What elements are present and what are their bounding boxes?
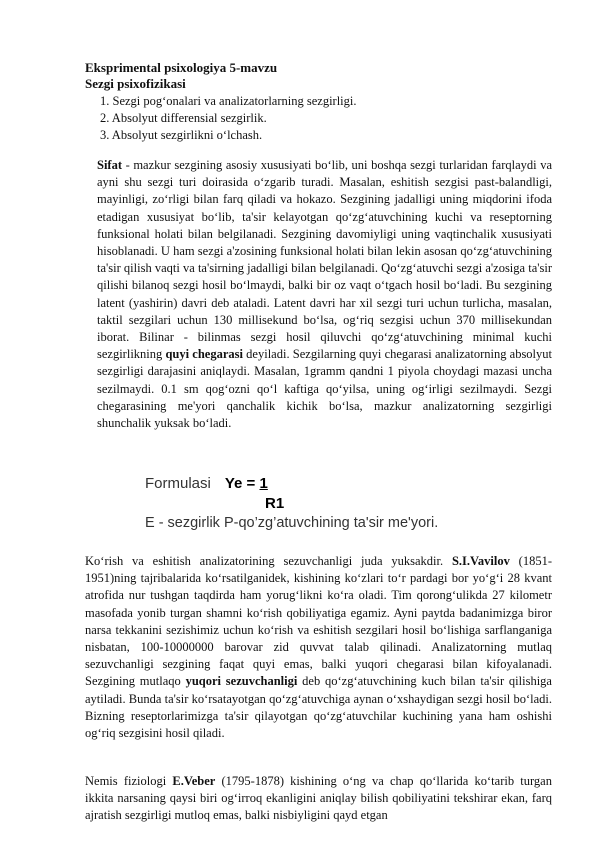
formula-line — [145, 475, 268, 492]
bold-name: S.I.Vavilov — [451, 554, 510, 568]
paragraph-text: Ko‘rish va eshitish analizatorining sezuvchanligi juda yuksakdir. — [85, 554, 452, 568]
paragraph-text: (1795-1878) kishining o‘ng va chap qo‘llarida ko‘tarib turgan ikkita narsaning qaysi biri og‘irroq ekanligini aniqlay bilish qobiliyatini tekshirar ekan, farq ajratish sezgirligi mutloq emas, balki nisbiyligini qayd etgan — [85, 774, 552, 823]
paragraph-text: deb qo‘zg‘atuvchining kuch bilan ta'sir qilishiga aytiladi. Bunda ta'sir ko‘rsatayotgan qo‘zg‘atuvchiga aynan o‘xshaydigan sezgi hosil bo‘ladi. Bizning reseptorlarimizga ta'sir qilayotgan qo‘zg‘atuvchilar kuchining yana ham oshishi og‘riq sezgisini hosil qiladi. — [85, 674, 552, 741]
formula-numerator: 1 — [259, 475, 268, 492]
paragraph-veber — [85, 773, 552, 825]
outline-item: 3. Absolyut sezgirlikni o‘lchash. — [100, 128, 263, 142]
bold-name: E.Veber — [172, 774, 216, 788]
paragraph-sifat — [97, 157, 552, 432]
term-sifat: Sifat — [97, 158, 122, 172]
paragraph-text: Nemis fiziologi — [85, 774, 173, 788]
outline-item: 1. Sezgi pog‘onalari va analizatorlarning sezgirligi. — [100, 94, 357, 108]
formula-label: Formulasi — [145, 475, 211, 492]
formula-legend: E - sezgirlik P-qo’zg’atuvchining ta'sir me'yori. — [145, 515, 439, 531]
document-title: Eksprimental psixologiya 5-mavzu — [85, 60, 278, 75]
bold-term: quyi chegarasi — [165, 347, 243, 362]
formula-lhs: Ye = — [224, 475, 260, 492]
paragraph-text: deyiladi. Sezgilarning quyi chegarasi analizatorning absolyut sezgirligi darajasini aniqlaydi. Masalan, 1gramm qandni 1 piyola choydagi mazasi uncha sezilmaydi. 0.1 sm qog‘ozni qo‘l kaftiga qo‘yilsa, uning og‘irligi sezilmaydi. Sezgi chegarasining me'yori qanchalik kichik bo‘lsa, mazkur analizatorning sezgirligi shunchalik yuksak bo‘ladi. — [97, 347, 553, 431]
paragraph-text: - mazkur sezgining asosiy xususiyati bo‘lib, uni boshqa sezgi turlaridan farqlaydi va ayni shu sezgi turi doirasida o‘zgarib turadi. Masalan, eshitish sezgisi past-balandligi, mayinligi, zo‘rligi bilan farq qiladi va hokazo. Sezgining jadalligi uning miqdorini ifoda etadigan xususiyat bo‘lib, ta'sir kelayotgan qo‘zg‘atuvchining kuchi va reseptorning funksional holati bilan belgilanadi. Sezgining davomiyligi uning vaqtinchalik xususiyati hisoblanadi. U ham sezgi a'zosining funksional holati bilan lekin asosan qo‘zg‘atuvchining ta'sir qilish vaqti va ta'sirning jadalligi bilan belgilanadi. Qo‘zg‘atuvchi sezgi a'zosiga ta'sir qilishi bilanoq sezgi hosil bo‘lmaydi, balki bir oz vaqt o‘tgach hosil bo‘ladi. Bu sezgining latent (yashirin) davri deb ataladi. Latent davri har xil sezgi turi uchun turlicha, masalan, taktil sezgilari uchun 130 millisekund bo‘lsa, og‘riq sezgisi uchun 370 millisekundan iborat. Bilinar - bilinmas sezgi hosil qiluvchi qo‘zg‘atuvchining minimal kuchi sezgirlikning — [97, 158, 552, 362]
document-subtitle: Sezgi psixofizikasi — [85, 76, 186, 91]
topic-outline — [100, 93, 357, 144]
paragraph-vavilov — [85, 553, 552, 742]
outline-item: 2. Absolyut differensial sezgirlik. — [100, 111, 267, 125]
bold-term: yuqori sezuvchanligi — [185, 674, 298, 689]
formula-denominator: R1 — [265, 495, 285, 512]
paragraph-text: (1851-1951)ning tajribalarida ko‘rsatilganidek, kishining ko‘zlari to‘r pardagi bor yo‘g‘i 28 kvant atrofida nur tushgan taqdirda ham yorug‘likni ko‘ra oladi. Tim qorong‘ulikda 27 kilometr masofada yonib turgan shamni ko‘rish qobiliyatiga egamiz. Ayni paytda badanimizga biror narsa tekkanini sezishimiz uchun ko‘rish va eshitish sezgilari hosil bo‘lishiga sarflanganiga nisbatan, 100-10000000 barovar zid quvvat talab qilinadi. Analizatorning mutlaq sezuvchanligi sezgining faqat quyi emas, balki yuqori chegarasi bilan kifoyalanadi. Sezgining mutlaqo — [85, 554, 552, 689]
